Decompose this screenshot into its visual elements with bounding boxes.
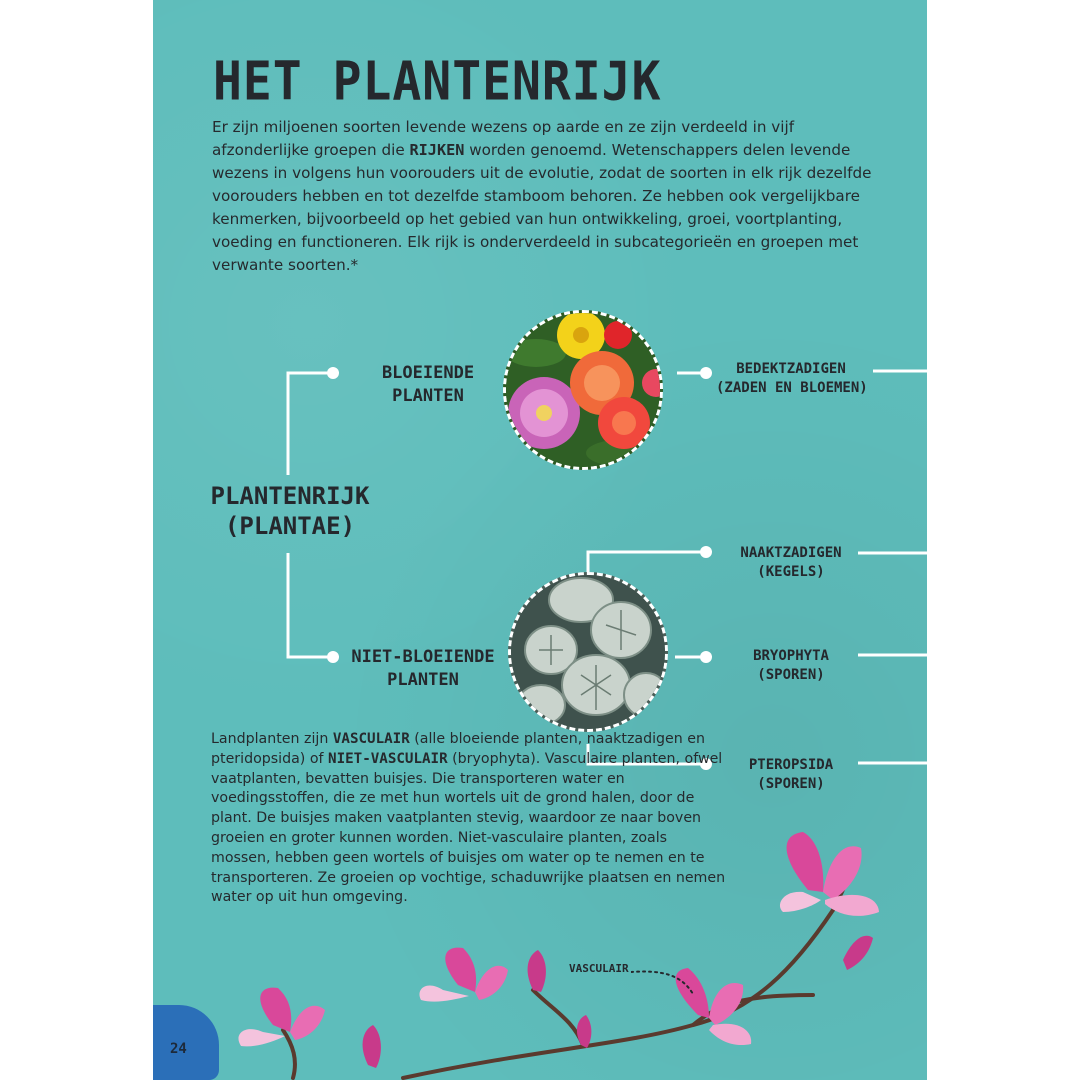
- flowering-plants-line2: PLANTEN: [392, 385, 464, 406]
- non-flowering-plants-photo: [508, 572, 668, 732]
- gymnosperms-sub: (KEGELS): [757, 563, 825, 580]
- gymnosperms-name: NAAKTZADIGEN: [740, 545, 842, 561]
- dot-nonflowering: [327, 651, 339, 663]
- intro-bold-term: RIJKEN: [409, 141, 465, 159]
- connector-gymnosperms: [588, 552, 706, 572]
- root-kingdom-node: [209, 481, 371, 541]
- book-page: [153, 0, 927, 1080]
- dot-gymnosperms: [700, 546, 712, 558]
- pink-dahlia-icon: [508, 377, 580, 449]
- connector-root-nonflowering: [288, 553, 333, 657]
- leaves-illustration: [511, 575, 668, 732]
- body-bold-vascular: VASCULAIR: [332, 731, 410, 747]
- flowering-plants-photo: [503, 310, 663, 470]
- flowering-plants-line1: BLOEIENDE: [381, 363, 475, 383]
- magnolia-flower-icon: [780, 832, 879, 916]
- dot-flowering: [327, 367, 339, 379]
- root-kingdom-name: PLANTENRIJK: [210, 482, 370, 510]
- page-number: 24: [170, 1041, 187, 1057]
- vascular-pointer-line: [631, 964, 701, 1000]
- connector-root-flowering: [288, 373, 333, 475]
- vascular-pointer-label: VASCULAIR: [569, 962, 629, 975]
- pteropsida-node: [731, 756, 851, 794]
- body-text-1: Landplanten zijn: [211, 731, 333, 747]
- intro-text-2: worden genoemd. Wetenschappers delen levende wezens in volgens hun voorouders uit de evolutie, zodat de soorten in elk rijk dezelfde voorouders hebben en tot dezelfde stamboom behoren. Ze hebben ook vergelijkbare kenmerken, bijvoorbeeld op het gebied van hun ontwikkeling, groei, voortplanting, voeding en functioneren. Elk rijk is onderverdeeld in subcategorieën en groepen met verwante soorten.*: [212, 141, 872, 274]
- dot-bryophyta: [700, 651, 712, 663]
- gymnosperms-node: [726, 544, 856, 582]
- magnolia-branch-illustration: [153, 820, 927, 1080]
- body-text-2: (alle bloeiende planten, naaktzadigen en pteridopsida) of: [211, 731, 705, 767]
- body-bold-nonvascular: NIET-VASCULAIR: [328, 750, 448, 767]
- page-title: HET PLANTENRIJK: [213, 50, 662, 113]
- root-kingdom-latin: (PLANTAE): [224, 512, 356, 540]
- red-flower-icon: [604, 321, 632, 349]
- angiosperms-node: [716, 360, 866, 398]
- dahlia-illustration: [506, 313, 663, 470]
- magnolia-flower-icon: [238, 988, 325, 1047]
- non-flowering-plants-line2: PLANTEN: [387, 669, 459, 690]
- bryophyta-name: BRYOPHYTA: [753, 648, 829, 664]
- angiosperms-name: BEDEKTZADIGEN: [736, 361, 846, 377]
- pteropsida-sub: (SPOREN): [757, 775, 825, 792]
- non-flowering-plants-line1: NIET-BLOEIENDE: [351, 647, 495, 667]
- intro-text-1: Er zijn miljoenen soorten levende wezens op aarde en ze zijn verdeeld in vijf afzonderlijke groepen die: [212, 118, 795, 159]
- bryophyta-node: [731, 647, 851, 685]
- bryophyta-sub: (SPOREN): [757, 666, 825, 683]
- coral-dahlia-icon: [598, 397, 650, 449]
- non-flowering-plants-node: [343, 646, 503, 692]
- body-text-3: (bryophyta). Vasculaire planten, ofwel vaatplanten, bevatten buisjes. Die transporteren water en voedingsstoffen, die ze met hun wortels uit de grond halen, door de plant. De buisjes maken vaatplanten stevig, waardoor ze naar boven groeien en groter kunnen worden. Niet-vasculaire planten, zoals mossen, hebben geen wortels of buisjes om water op te nemen en te transporteren. Ze groeien op vochtige, schaduwrijke plaatsen en nemen water op uit hun omgeving.: [211, 750, 726, 906]
- magnolia-flower-icon: [420, 948, 508, 1002]
- flowering-plants-node: [358, 362, 498, 408]
- dot-angiosperms: [700, 367, 712, 379]
- pteropsida-name: PTEROPSIDA: [748, 757, 834, 773]
- angiosperms-sub: (ZADEN EN BLOEMEN): [716, 379, 868, 396]
